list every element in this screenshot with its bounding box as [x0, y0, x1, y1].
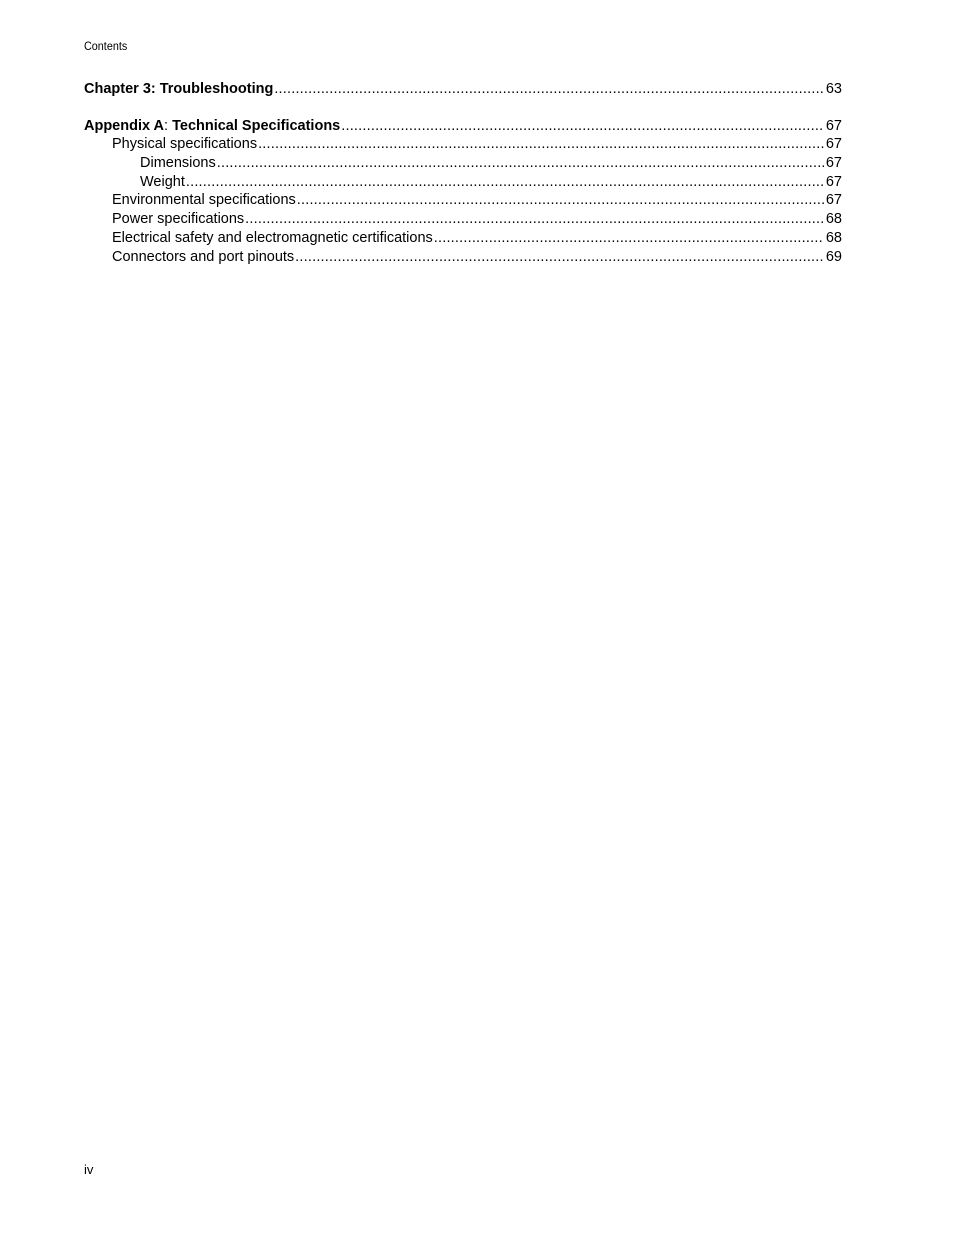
- toc-entry-environmental-specifications[interactable]: [84, 191, 842, 210]
- toc-entry-chapter-3[interactable]: [84, 80, 842, 99]
- toc-entry-title: [84, 117, 340, 136]
- table-of-contents: [84, 80, 842, 266]
- toc-page-number: 67: [825, 155, 842, 172]
- appendix-label: Appendix A: [84, 117, 165, 134]
- dot-leader: [434, 229, 824, 248]
- dot-leader: [258, 135, 824, 154]
- toc-entry-title: Dimensions: [140, 155, 216, 172]
- toc-entry-title: Physical specifications: [112, 136, 258, 153]
- running-header: Contents: [84, 39, 128, 53]
- toc-page-number: 67: [825, 117, 842, 134]
- toc-entry-physical-specifications[interactable]: [84, 135, 842, 154]
- toc-page-number: 68: [825, 211, 842, 228]
- toc-entry-dimensions[interactable]: [84, 154, 842, 173]
- toc-page-number: 67: [825, 173, 842, 190]
- dot-leader: [341, 117, 824, 136]
- toc-entry-power-specifications[interactable]: [84, 210, 842, 229]
- page-number-footer: iv: [84, 1162, 94, 1177]
- toc-entry-title: Chapter 3: Troubleshooting: [84, 81, 274, 97]
- dot-leader: [245, 210, 824, 229]
- toc-entry-connectors-and-port-pinouts[interactable]: [84, 248, 842, 267]
- toc-entry-title: Weight: [140, 173, 185, 190]
- dot-leader: [297, 191, 824, 210]
- dot-leader: [217, 154, 824, 173]
- toc-page-number: 69: [825, 248, 842, 265]
- dot-leader: [295, 248, 824, 267]
- dot-leader: [274, 80, 824, 99]
- toc-page-number: 68: [825, 229, 842, 246]
- toc-entry-weight[interactable]: [84, 173, 842, 192]
- toc-entry-appendix-a[interactable]: [84, 117, 842, 136]
- toc-page-number: 63: [825, 81, 842, 97]
- toc-page-number: 67: [825, 136, 842, 153]
- appendix-title: Technical Specifications: [172, 117, 341, 134]
- toc-page-number: 67: [825, 192, 842, 209]
- toc-entry-title: Connectors and port pinouts: [112, 248, 295, 265]
- toc-entry-title: Environmental specifications: [112, 192, 296, 209]
- appendix-separator: :: [164, 117, 169, 134]
- toc-entry-electrical-safety-certifications[interactable]: [84, 229, 842, 248]
- toc-entry-title: Power specifications: [112, 211, 245, 228]
- dot-leader: [186, 173, 824, 192]
- toc-entry-title: Electrical safety and electromagnetic certifications: [112, 229, 433, 246]
